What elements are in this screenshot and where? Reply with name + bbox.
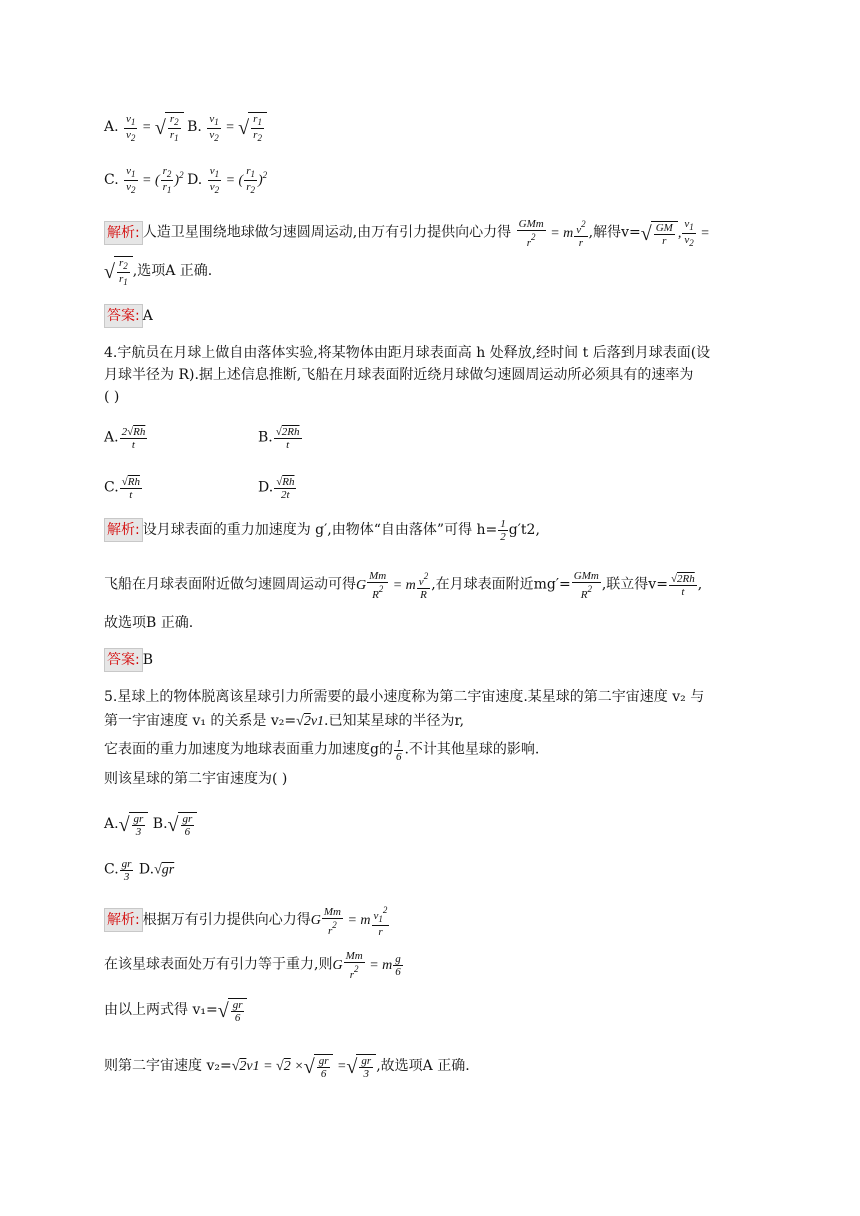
formula: √2v1 = √2 × √ $\frac{gr}{6}$ = √ $\frac{gr}{3}$ <box>232 1059 376 1074</box>
q3-analysis-line1 <box>104 218 710 249</box>
option-a-label: A. <box>104 429 119 446</box>
analysis-text: 由以上两式得 v₁= <box>104 1002 218 1019</box>
q5-analysis-line3 <box>104 998 247 1024</box>
answer-value: B <box>142 652 154 668</box>
answer-value: A <box>142 308 153 324</box>
q4-stem-line3: ( ) <box>104 389 120 405</box>
q3-analysis-line2 <box>104 256 212 288</box>
formula: √ $\frac{gr}{6}$ <box>218 1003 248 1018</box>
q5-stem-line4: 则该星球的第二宇宙速度为( ) <box>104 771 288 787</box>
formula: $\frac{1}{6}$ <box>395 738 402 763</box>
formula: $\frac{1}{2}$ <box>500 518 506 544</box>
q5-analysis-line4 <box>104 1054 470 1080</box>
formula: $\frac{\text{GMm}}{r^2}$ = m $\frac{v^2}{r}$ <box>518 218 586 249</box>
formula: $\frac{v_1}{v_2}$ = ( $\frac{r_1}{r_2}$ )$^2$ <box>209 165 268 196</box>
formula: $\frac{\text{GMm}}{R^2}$ <box>573 570 599 601</box>
formula: $\frac{√Rh}{t}$ <box>121 476 140 501</box>
q4-stem-line2: 月球半径为 R).据上述信息推断,飞船在月球表面附近绕月球做匀速圆周运动所必须具有的速率为 <box>104 367 694 383</box>
option-b-label: B. <box>258 429 273 446</box>
formula: √ $\frac{r_2}{r_1}$ <box>104 264 133 279</box>
q5-stem-line1: 5.星球上的物体脱离该星球引力所需要的最小速度称为第二宇宙速度.某星球的第二宇宙速度 v₂ 与 <box>104 689 705 705</box>
analysis-text: g′t2, <box>508 522 540 538</box>
formula: √2v1 <box>296 714 325 729</box>
formula: $\frac{v_1}{v_2}$ = √ $\frac{r_1}{r_2}$ <box>206 120 267 135</box>
formula: $\frac{√Rh}{2t}$ <box>276 476 295 501</box>
analysis-tag: 解析: <box>104 908 143 932</box>
stem-text: .不计其他星球的影响. <box>404 741 540 758</box>
analysis-text: 在该星球表面处万有引力等于重力,则 <box>104 956 333 973</box>
option-b-label: B. <box>152 816 168 833</box>
option-d-label: D. <box>187 172 203 188</box>
option-c-label: C. <box>104 172 119 188</box>
stem-text: .已知某星球的半径为r, <box>324 713 465 729</box>
q5-options-ab <box>104 812 197 838</box>
analysis-text: ,选项A 正确. <box>132 263 213 280</box>
stem-text: 它表面的重力加速度为地球表面重力加速度g的 <box>104 741 393 758</box>
analysis-text: ,解得v= <box>588 224 641 241</box>
formula: $\frac{gr}{3}$ <box>121 858 132 883</box>
analysis-text: 则第二宇宙速度 v₂= <box>104 1058 232 1075</box>
q4-options-ab <box>104 426 404 451</box>
formula: $\frac{v_1}{v_2}$ = ( $\frac{r_2}{r_1}$ )$^2$ <box>126 165 184 196</box>
q4-analysis-line1 <box>104 518 540 543</box>
q4-answer <box>104 648 153 672</box>
option-b-label: B. <box>187 119 202 136</box>
q4-stem-line1: 4.宇航员在月球上做自由落体实验,将某物体由距月球表面高 h 处释放,经时间 t 后落到月球表面(设 <box>104 345 711 361</box>
stem-text: 第一宇宙速度 v₁ 的关系是 v₂= <box>104 713 297 729</box>
option-a-label: A. <box>104 816 119 833</box>
q5-stem-line2 <box>104 710 464 733</box>
q4-analysis-line3: 故选项B 正确. <box>104 615 194 631</box>
formula: G $\frac{Mm}{r^2}$ = m $\frac{g}{6}$ <box>332 950 401 981</box>
formula: $\frac{√2Rh}{t}$ <box>670 573 695 598</box>
option-c-label: C. <box>104 479 119 496</box>
q5-options-cd <box>104 858 174 883</box>
formula: √gr <box>154 862 175 878</box>
option-d-label: D. <box>258 479 274 496</box>
formula: √ $\frac{gr}{3}$ <box>119 817 149 832</box>
q3-answer <box>104 304 153 328</box>
formula: √ $\frac{gr}{6}$ <box>168 817 198 832</box>
q5-stem-line3 <box>104 738 539 763</box>
analysis-text: ,联立得v= <box>601 576 668 593</box>
q5-analysis-line2 <box>104 950 404 981</box>
answer-tag: 答案: <box>104 304 143 328</box>
analysis-tag: 解析: <box>104 221 143 245</box>
formula: $\frac{v_1}{v_2}$ = √ $\frac{r_2}{r_1}$ <box>123 120 187 135</box>
formula: G $\frac{Mm}{R^2}$ = m $\frac{v^2}{R}$ <box>356 570 429 601</box>
option-d-label: D. <box>138 861 155 878</box>
formula: G $\frac{Mm}{r^2}$ = m $\frac{v_1^2}{r}$ <box>310 905 388 938</box>
option-a-label: A. <box>104 119 119 136</box>
analysis-tag: 解析: <box>104 518 143 542</box>
q4-analysis-line2: 飞船在月球表面附近做匀速圆周运动可得G $\frac{Mm}{R^2}$ = m $\frac{v^2}{R}$ ,在月球表面附近mg′= $\frac{\text{GMm}}{R^2}$ ,联立得v= $\frac{√2Rh}{t}$ , <box>104 570 703 601</box>
analysis-text: 飞船在月球表面附近做匀速圆周运动可得 <box>104 576 356 593</box>
q3-options-ab <box>104 112 267 144</box>
analysis-text: 根据万有引力提供向心力得 <box>142 912 311 929</box>
q4-options-cd <box>104 476 404 501</box>
analysis-text: ,在月球表面附近mg′= <box>431 576 571 593</box>
analysis-text: ,故选项A 正确. <box>376 1058 470 1075</box>
q3-options-cd <box>104 164 267 196</box>
analysis-text: 人造卫星围绕地球做匀速圆周运动,由万有引力提供向心力得 <box>142 224 512 241</box>
q5-analysis-line1 <box>104 904 390 938</box>
option-c-label: C. <box>104 861 119 878</box>
answer-tag: 答案: <box>104 648 143 672</box>
formula: $\frac{√2Rh}{t}$ <box>275 426 300 451</box>
formula: √ $\frac{GM}{r}$ , $\frac{v_1}{v_2}$ = <box>640 218 710 248</box>
formula: $\frac{2√Rh}{t}$ <box>121 426 146 451</box>
analysis-text: 设月球表面的重力加速度为 g′,由物体“自由落体”可得 h= <box>142 522 498 538</box>
